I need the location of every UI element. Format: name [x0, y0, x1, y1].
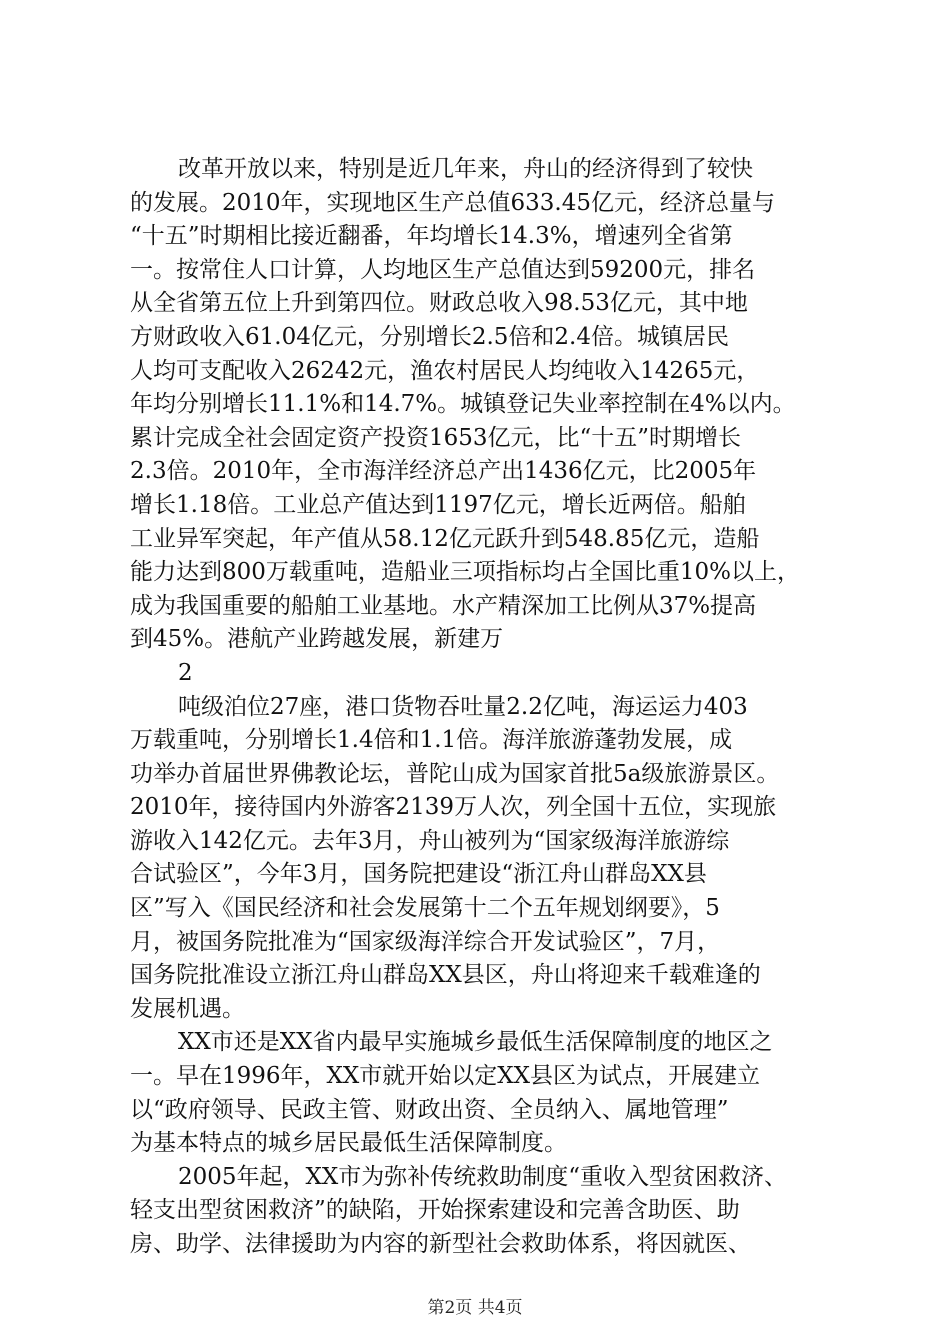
paragraph-line: 一。早在1996年，XX市就开始以定XX县区为试点，开展建立 [130, 1063, 761, 1090]
page-footer [0, 1293, 950, 1318]
inline-page-number: 2 [178, 659, 193, 686]
paragraph-line: 年均分别增长11.1%和14.7%。城镇登记失业率控制在4%以内。 [130, 391, 796, 418]
paragraph-line: 国务院批准设立浙江舟山群岛XX县区，舟山将迎来千载难逢的 [130, 962, 761, 989]
paragraph-line: 以“政府领导、民政主管、财政出资、全员纳入、属地管理” [130, 1096, 729, 1123]
page-indicator: 第2页 共4页 [427, 1298, 523, 1318]
paragraph-line: XX市还是XX省内最早实施城乡最低生活保障制度的地区之 [178, 1029, 773, 1056]
paragraph-line: 方财政收入61.04亿元，分别增长2.5倍和2.4倍。城镇居民 [130, 323, 729, 350]
paragraph-line: 能力达到800万载重吨，造船业三项指标均占全国比重10%以上， [130, 559, 801, 586]
paragraph-line: 一。按常住人口计算，人均地区生产总值达到59200元，排名 [130, 256, 756, 283]
paragraph-line: 功举办首届世界佛教论坛，普陀山成为国家首批5a级旅游景区。 [130, 760, 780, 787]
paragraph-line: 2.3倍。2010年，全市海洋经济总产出1436亿元，比2005年 [130, 458, 757, 485]
paragraph-line: 吨级泊位27座，港口货物吞吐量2.2亿吨，海运运力403 [178, 693, 748, 720]
paragraph-line: 到45%。港航产业跨越发展，新建万 [130, 626, 504, 653]
body-text [130, 153, 830, 1262]
paragraph-line: 增长1.18倍。工业总产值达到1197亿元，增长近两倍。船舶 [130, 491, 746, 518]
paragraph-line: 成为我国重要的船舶工业基地。水产精深加工比例从37%提高 [130, 592, 757, 619]
paragraph-line: 发展机遇。 [130, 995, 245, 1022]
paragraph-line: 月，被国务院批准为“国家级海洋综合开发试验区”，7月， [130, 928, 721, 955]
paragraph-line: 合试验区”，今年3月，国务院把建设“浙江舟山群岛XX县 [130, 861, 707, 888]
paragraph-line: 人均可支配收入26242元，渔农村居民人均纯收入14265元， [130, 357, 760, 384]
paragraph-line: 为基本特点的城乡居民最低生活保障制度。 [130, 1130, 567, 1157]
paragraph-line: 工业异军突起，年产值从58.12亿元跃升到548.85亿元，造船 [130, 525, 760, 552]
paragraph-line: “十五”时期相比接近翻番，年均增长14.3%，增速列全省第 [130, 223, 733, 250]
paragraph-line: 的发展。2010年，实现地区生产总值633.45亿元，经济总量与 [130, 189, 776, 216]
paragraph-line: 从全省第五位上升到第四位。财政总收入98.53亿元，其中地 [130, 290, 748, 317]
paragraph-line: 轻支出型贫困救济”的缺陷，开始探索建设和完善含助医、助 [130, 1197, 740, 1224]
paragraph-line: 区”写入《国民经济和社会发展第十二个五年规划纲要》，5 [130, 895, 720, 922]
paragraph-line: 改革开放以来，特别是近几年来，舟山的经济得到了较快 [178, 156, 753, 182]
paragraph-line: 累计完成全社会固定资产投资1653亿元，比“十五”时期增长 [130, 424, 742, 451]
paragraph-line: 房、助学、法律援助为内容的新型社会救助体系，将因就医、 [130, 1231, 751, 1257]
paragraph-line: 万载重吨，分别增长1.4倍和1.1倍。海洋旅游蓬勃发展，成 [130, 727, 733, 754]
paragraph-line: 2005年起，XX市为弥补传统救助制度“重收入型贫困救济、 [178, 1163, 788, 1190]
paragraph-line: 游收入142亿元。去年3月，舟山被列为“国家级海洋旅游综 [130, 827, 730, 854]
paragraph-line: 2010年，接待国内外游客2139万人次，列全国十五位，实现旅 [130, 794, 777, 821]
